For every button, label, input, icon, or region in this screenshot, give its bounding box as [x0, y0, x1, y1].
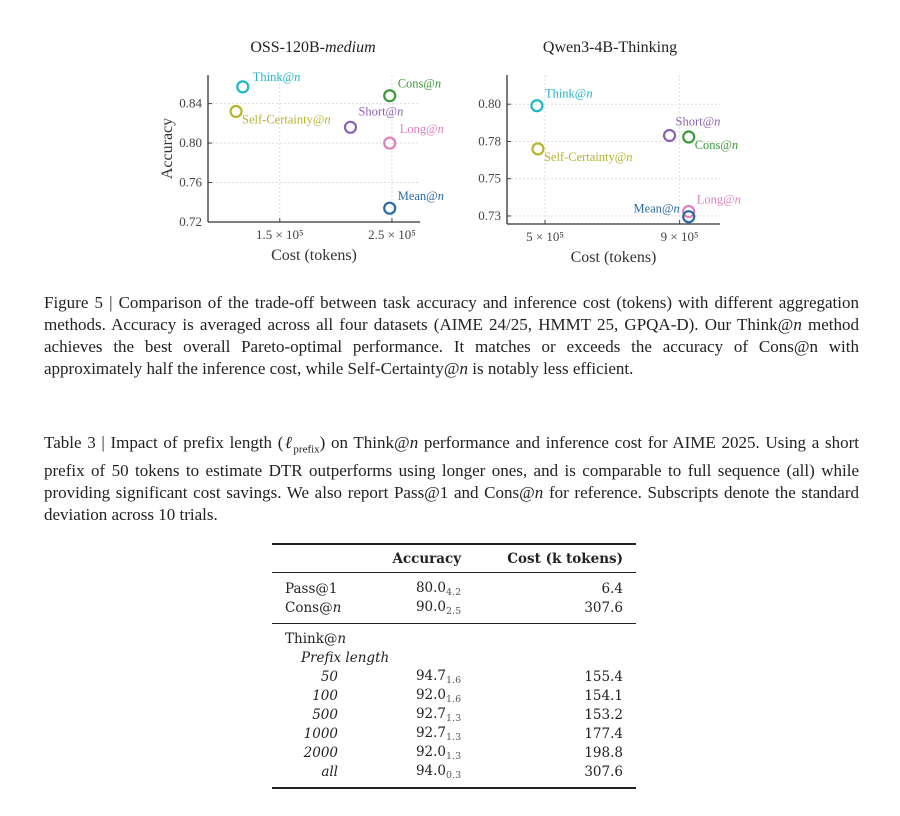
group-label: Think@ [285, 630, 338, 647]
accuracy-value: 94.0 [415, 762, 446, 779]
table-row [272, 686, 636, 705]
cost-cell: 177.4 [584, 725, 623, 742]
group-label-italic: n [337, 630, 347, 647]
data-point-short [664, 130, 675, 141]
n-italic: n [586, 86, 593, 101]
accuracy-value: 92.7 [415, 705, 446, 722]
at-sign: @ [720, 137, 732, 152]
x-tick-label: 2.5 × 10⁵ [368, 227, 416, 242]
accuracy-cell [366, 686, 474, 705]
accuracy-cell [366, 667, 474, 686]
caption-text: Comparison of the trade-off between task accuracy and inference cost (tokens) with different aggregation methods. Accuracy is averaged across all four datasets (AIME 24/25, HMMT 25, GPQA-D). Our Think@ [44, 293, 860, 334]
y-tick-label: 0.84 [179, 95, 202, 111]
data-point-short [345, 122, 356, 133]
point-label: Short@n [675, 114, 721, 129]
cost-cell: 307.6 [584, 599, 623, 616]
point-label: Long@n [696, 192, 741, 207]
accuracy-std: 1.3 [446, 750, 462, 762]
point-label: Mean@n [633, 201, 680, 216]
header-accuracy: Accuracy [392, 550, 462, 567]
y-tick-label: 0.80 [179, 135, 202, 151]
point-label: Short@n [358, 104, 404, 119]
prefix-cell: 50 [320, 668, 338, 685]
table-row [272, 598, 636, 624]
n-italic: n [437, 189, 444, 204]
x-tick-label: 1.5 × 10⁵ [255, 227, 304, 242]
method-italic: n [332, 599, 342, 616]
caption-text: method achieves the best overall Pareto-optimal performance. It matches or exceeds the accuracy of Cons@n with approximately half the inference cost, while Self-Certainty@ [44, 315, 859, 378]
figure-label: Figure 5 | [44, 293, 119, 312]
accuracy-cell [366, 743, 474, 762]
accuracy-std: 0.3 [446, 769, 462, 781]
accuracy-value: 92.7 [415, 724, 446, 741]
prefix-cell: 100 [312, 687, 338, 704]
n-italic: n [437, 122, 444, 137]
y-tick-label: 0.76 [179, 174, 202, 190]
caption-italic: n [459, 359, 468, 378]
table-row-subgroup-label [272, 648, 636, 667]
n-italic: n [294, 69, 301, 84]
method-name: Pass@1 [285, 580, 338, 597]
at-sign: @ [385, 104, 398, 119]
at-sign: @ [426, 122, 438, 137]
n-italic: n [673, 201, 680, 216]
table-row [272, 705, 636, 724]
n-italic: n [626, 149, 633, 164]
n-italic: n [397, 104, 404, 119]
y-axis-label: Accuracy [159, 117, 176, 180]
method-cell [272, 598, 366, 624]
at-sign: @ [723, 192, 735, 207]
table-label: Table 3 | [44, 433, 111, 452]
caption-italic: n [793, 315, 802, 334]
table-row [272, 667, 636, 686]
caption-text: for reference. Subscripts denote the standard deviation across 10 trials. [44, 483, 859, 525]
accuracy-value: 94.7 [415, 667, 446, 684]
data-point-think [531, 100, 542, 111]
table-row [272, 762, 636, 788]
accuracy-cell [366, 705, 474, 724]
cost-cell: 6.4 [601, 580, 623, 597]
accuracy-std: 1.6 [446, 674, 462, 686]
at-sign: @ [423, 76, 435, 91]
qwen3-4b-scatter-chart [470, 30, 770, 270]
point-label: Think@n [252, 69, 301, 84]
data-point-cons [683, 131, 694, 142]
header-empty [272, 544, 366, 573]
point-label: Think@n [544, 86, 593, 101]
subgroup-label: Prefix length [301, 649, 390, 666]
n-italic: n [731, 137, 739, 152]
chart-title-italic: medium [325, 39, 376, 56]
figure-caption [44, 292, 859, 380]
data-point-mean [384, 203, 395, 214]
y-tick-label: 0.80 [478, 96, 501, 112]
cost-cell: 153.2 [584, 706, 623, 723]
accuracy-std: 1.6 [446, 693, 462, 705]
y-tick-label: 0.72 [179, 214, 202, 229]
accuracy-std: 1.3 [446, 712, 462, 724]
at-sign: @ [312, 112, 325, 127]
chart-title: OSS-120B-medium [250, 39, 376, 56]
accuracy-cell [366, 724, 474, 743]
method-cell [272, 573, 366, 599]
y-tick-label: 0.73 [478, 207, 501, 223]
prefix-cell: all [321, 763, 338, 780]
accuracy-std: 4.2 [446, 586, 462, 598]
cost-cell: 307.6 [584, 763, 623, 780]
accuracy-value: 92.0 [415, 743, 446, 760]
table-row-group-label [272, 624, 636, 649]
ell-subscript: prefix [293, 443, 320, 456]
y-tick-label: 0.78 [478, 133, 501, 149]
point-label: Mean@n [397, 189, 444, 204]
ell-symbol: ℓ [283, 433, 294, 452]
x-axis-label: Cost (tokens) [570, 249, 657, 266]
n-italic: n [434, 76, 442, 91]
x-tick-label: 9 × 10⁵ [660, 229, 699, 244]
table-row [272, 724, 636, 743]
data-point-self-certainty [231, 106, 242, 117]
accuracy-std: 1.3 [446, 731, 462, 743]
table-row [272, 743, 636, 762]
at-sign: @ [574, 86, 587, 101]
data-point-self-certainty [532, 143, 543, 154]
at-sign: @ [614, 149, 627, 164]
header-cost: Cost (k tokens) [507, 550, 623, 567]
at-sign: @ [426, 189, 438, 204]
point-label: Self-Certainty@n [543, 149, 633, 164]
accuracy-cell [366, 762, 474, 788]
table-caption [44, 432, 859, 526]
accuracy-value: 90.0 [415, 598, 446, 615]
n-italic: n [324, 112, 331, 127]
caption-text: is notably less efficient. [467, 359, 634, 378]
accuracy-value: 92.0 [415, 686, 446, 703]
prefix-cell: 1000 [303, 725, 338, 742]
table-header-row [272, 544, 636, 573]
accuracy-value: 80.0 [415, 579, 446, 596]
prefix-length-table [272, 543, 636, 789]
data-point-think [237, 81, 248, 92]
method-name: Cons@ [285, 599, 333, 616]
cost-cell: 154.1 [584, 687, 623, 704]
point-label: Self-Certainty@n [242, 112, 331, 127]
point-label: Cons@n [694, 137, 739, 152]
data-point-cons [384, 90, 395, 101]
y-tick-label: 0.75 [478, 170, 501, 186]
cost-cell: 198.8 [584, 744, 623, 761]
n-italic: n [714, 114, 721, 129]
at-sign: @ [282, 69, 295, 84]
caption-italic: n [534, 483, 544, 503]
cost-cell: 155.4 [584, 668, 623, 685]
chart-title: Qwen3-4B-Thinking [542, 39, 678, 56]
caption-text: ) on Think@ [319, 433, 410, 452]
accuracy-std: 2.5 [446, 605, 462, 617]
oss-120b-scatter-chart [150, 30, 470, 270]
n-italic: n [734, 192, 741, 207]
prefix-cell: 500 [312, 706, 338, 723]
accuracy-cell [366, 573, 474, 599]
caption-text: performance and inference cost for AIME 2025. Using a short prefix of 50 tokens to estimate DTR outperforms using longer ones, and is comparable to full sequence (all) while providing significant cost savings. We also report Pass@1 and Cons@ [44, 433, 859, 503]
accuracy-cell [366, 598, 474, 624]
at-sign: @ [661, 201, 674, 216]
caption-text: Impact of prefix length ( [110, 433, 284, 452]
at-sign: @ [702, 114, 715, 129]
prefix-cell: 2000 [303, 744, 338, 761]
x-axis-label: Cost (tokens) [271, 247, 357, 264]
table-row [272, 573, 636, 599]
x-tick-label: 5 × 10⁵ [526, 229, 564, 244]
point-label: Cons@n [397, 76, 442, 91]
caption-italic: n [409, 433, 419, 452]
point-label: Long@n [399, 122, 444, 137]
